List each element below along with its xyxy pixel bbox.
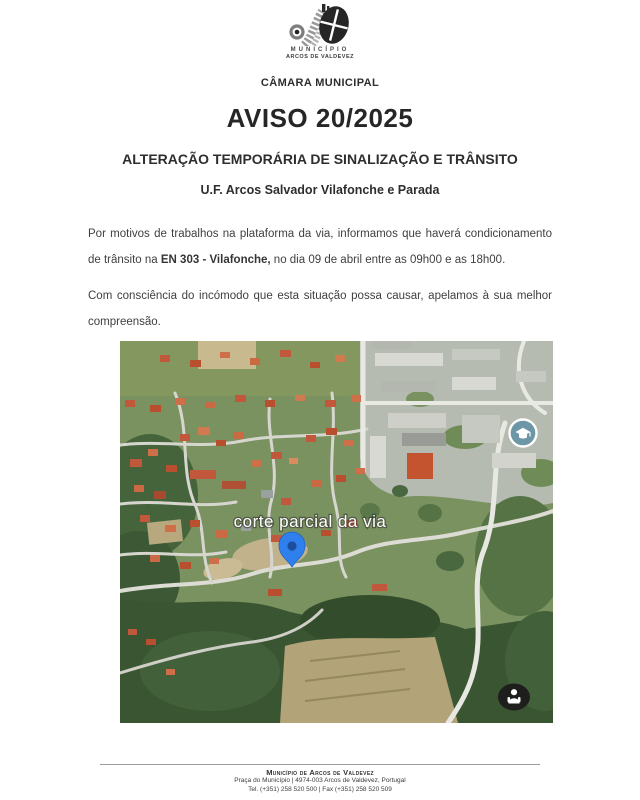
satellite-map-graphic bbox=[120, 341, 553, 723]
paragraph-traffic-notice bbox=[88, 221, 552, 273]
notice-title: AVISO 20/2025 bbox=[226, 103, 414, 133]
person-icon bbox=[498, 684, 530, 711]
graduation-cap-icon bbox=[510, 420, 537, 447]
municipality-crest-icon bbox=[282, 4, 358, 46]
footer-address: Praça do Município | 4974-003 Arcos de Valdevez, Portugal bbox=[234, 777, 406, 784]
logo-text-municipio: MUNICÍPIO bbox=[290, 47, 350, 53]
notice-subtitle: ALTERAÇÃO TEMPORÁRIA DE SINALIZAÇÃO E TRÂNSITO bbox=[122, 151, 518, 167]
paragraph1-text-start: Por motivos de trabalhos na plataforma da via, informamos que haverá condicionamento de trânsito na bbox=[88, 228, 552, 266]
map-road-closure-label: corte parcial da via bbox=[233, 512, 387, 531]
footer-contacts: Tel. (+351) 258 520 500 | Fax (+351) 258 520 509 bbox=[248, 785, 392, 793]
org-label: CÂMARA MUNICIPAL bbox=[260, 77, 380, 89]
header bbox=[0, 0, 640, 60]
logo-text-arcos: ARCOS DE VALDEVEZ bbox=[286, 54, 354, 60]
paragraph1-text-end: no dia 09 de abril entre as 09h00 e as 18h00. bbox=[270, 254, 506, 266]
footer-municipality-name: Município de Arcos de Valdevez bbox=[266, 768, 374, 777]
footer bbox=[100, 764, 540, 794]
paragraph1-road-name: EN 303 - Vilafonche, bbox=[160, 254, 271, 266]
notice-location: U.F. Arcos Salvador Vilafonche e Parada bbox=[200, 183, 440, 197]
satellite-map-image bbox=[120, 341, 553, 723]
paragraph-apology: Com consciência do incómodo que esta situação possa causar, apelamos à sua melhor compreensão. bbox=[88, 290, 552, 328]
